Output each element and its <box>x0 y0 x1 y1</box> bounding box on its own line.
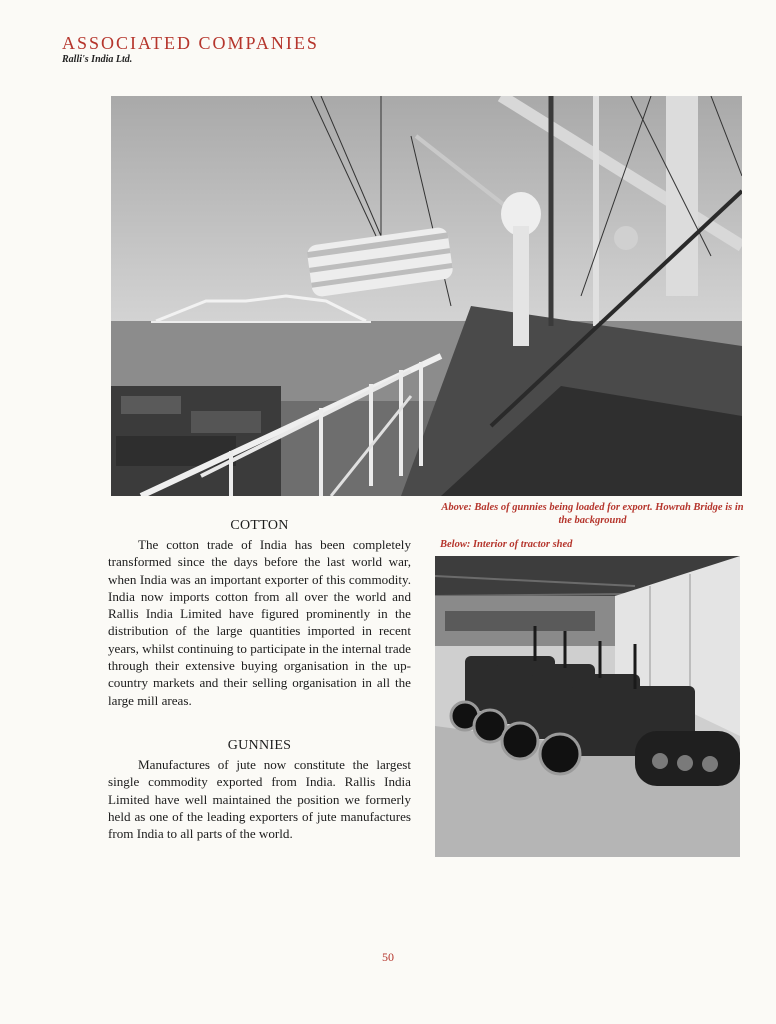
ship-loading-photo <box>111 96 742 496</box>
top-photo-caption: Above: Bales of gunnies being loaded for export. Howrah Bridge is in the background <box>441 502 744 526</box>
tractor-shed-photo <box>435 556 740 857</box>
gunnies-heading: GUNNIES <box>227 738 292 753</box>
cotton-paragraph: The cotton trade of India has been completely transformed since the days before the last world war, when India was an important exporter of this commodity. India now imports cotton from all over the world and Rallis India Limited have figured prominently in the distribution of the large quantities imported in recent years, whilst continuing to participate in the internal trade through their extensive buying organisation in the up-country markets and their selling organisation in all the large mill areas. <box>108 537 411 708</box>
cotton-heading: COTTON <box>230 518 289 533</box>
bottom-photo-caption: Below: Interior of tractor shed <box>440 539 573 550</box>
page-header-title: ASSOCIATED COMPANIES <box>62 33 319 53</box>
gunnies-paragraph: Manufactures of jute now constitute the largest single commodity exported from India. Rallis India Limited have well maintained the position we formerly held as one of the leading exporters of jute manufactures from India to all parts of the world. <box>108 757 411 842</box>
page-header-subtitle: Ralli's India Ltd. <box>62 54 133 65</box>
page-number: 50 <box>382 950 394 964</box>
